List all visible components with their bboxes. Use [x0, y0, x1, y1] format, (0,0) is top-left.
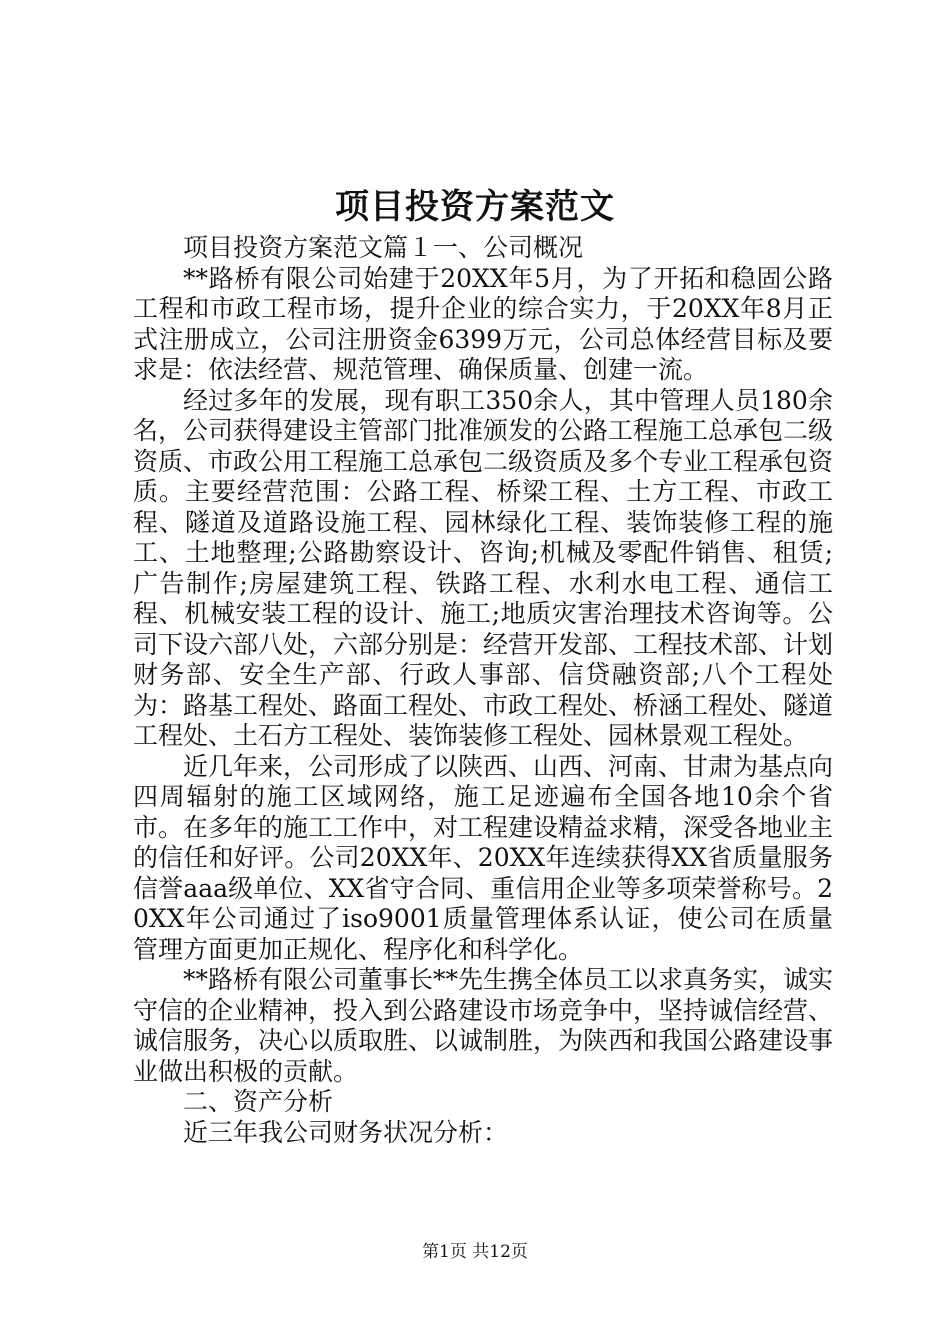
- document-title: 项目投资方案范文: [335, 187, 615, 227]
- paragraph: **路桥有限公司始建于20XX年5月，为了开拓和稳固公路工程和市政工程市场，提升企业的综合实力，于20XX年8月正式注册成立，公司注册资金6399万元，公司总体经营目标及要求是：依法经营、规范管理、确保质量、创建一流。: [133, 263, 833, 384]
- section-heading: 二、资产分析: [183, 1087, 334, 1116]
- paragraph: **路桥有限公司董事长**先生携全体员工以求真务实，诚实守信的企业精神，投入到公路建设市场竞争中，坚持诚信经营、诚信服务，决心以质取胜、以诚制胜，为陕西和我国公路建设事业做出积极的贡献。: [133, 965, 834, 1086]
- paragraph: 近三年我公司财务状况分析：: [183, 1117, 509, 1147]
- paragraph-heading: 项目投资方案范文篇１一、公司概况: [183, 233, 584, 262]
- page-footer: 第1页 共12页: [422, 1242, 528, 1262]
- paragraph: 经过多年的发展，现有职工350余人，其中管理人员180余名，公司获得建设主管部门批准颁发的公路工程施工总承包二级资质、市政公用工程施工总承包二级资质及多个专业工程承包资质。主要经营范围：公路工程、桥梁工程、土方工程、市政工程、隧道及道路设施工程、园林绿化工程、装饰装修工程的施工、土地整理;公路勘察设计、咨询;机械及零配件销售、租赁;广告制作;房屋建筑工程、铁路工程、水利水电工程、通信工程、机械安装工程的设计、施工;地质灾害治理技术咨询等。公司下设六部八处，六部分别是：经营开发部、工程技术部、计划财务部、安全生产部、行政人事部、信贷融资部;八个工程处为：路基工程处、路面工程处、市政工程处、桥涵工程处、隧道工程处、土石方工程处、装饰装修工程处、园林景观工程处。: [133, 385, 834, 750]
- paragraph: 近几年来，公司形成了以陕西、山西、河南、甘肃为基点向四周辐射的施工区域网络，施工足迹遍布全国各地10余个省市。在多年的施工工作中，对工程建设精益求精，深受各地业主的信任和好评。公司20XX年、20XX年连续获得XX省质量服务信誉aaa级单位、XX省守合同、重信用企业等多项荣誉称号。20XX年公司通过了iso9001质量管理体系认证，使公司在质量管理方面更加正规化、程序化和科学化。: [133, 751, 834, 964]
- document-body: [133, 233, 833, 1148]
